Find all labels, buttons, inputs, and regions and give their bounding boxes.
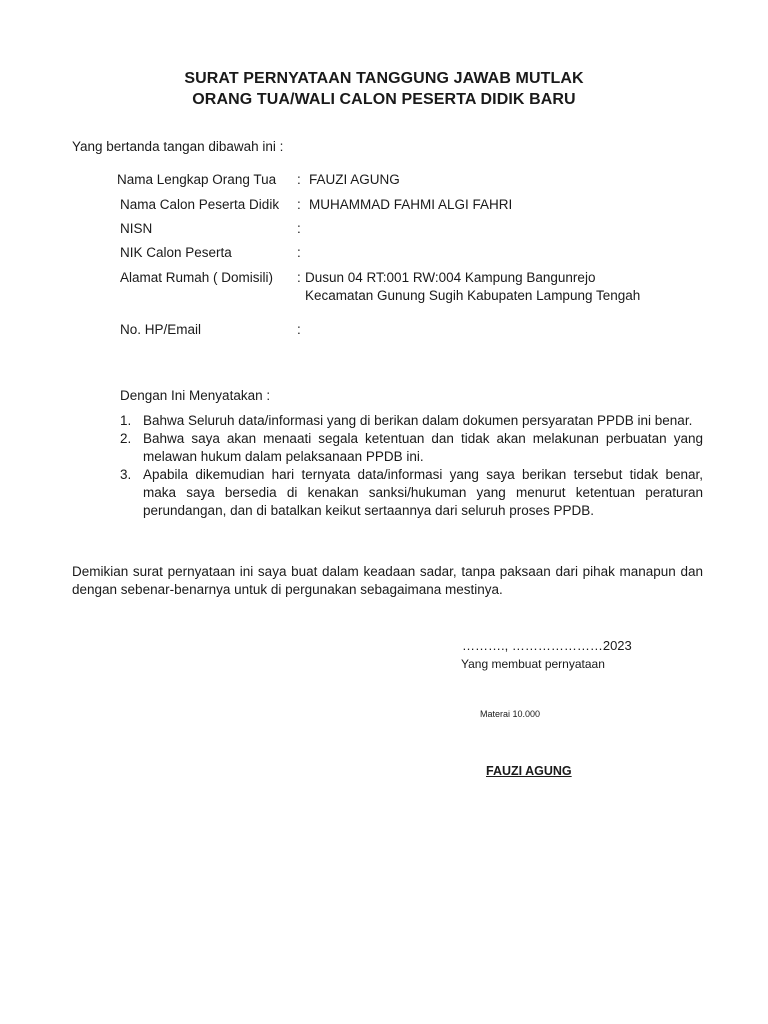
field-value-line1: Dusun 04 RT:001 RW:004 Kampung Bangunrejo bbox=[305, 270, 596, 285]
signer-name: FAUZI AGUNG bbox=[486, 764, 572, 778]
field-label: Nama Calon Peserta Didik bbox=[120, 197, 280, 212]
statement-list bbox=[120, 412, 703, 520]
date-line: ………., …………………2023 bbox=[462, 638, 632, 653]
closing-paragraph: Demikian surat pernyataan ini saya buat dalam keadaan sadar, tanpa paksaan dari pihak manapun dan dengan sebenar-benarnya untuk di pergunakan sebagaimana mestinya. bbox=[72, 564, 703, 597]
field-label: No. HP/Email bbox=[120, 322, 202, 337]
field-colon: : bbox=[297, 172, 301, 187]
statement-text: Bahwa saya akan menaati segala ketentuan dan tidak akan melakunan perbuatan yang melawan hukum dalam pelaksanaan PPDB ini. bbox=[143, 431, 703, 464]
document-title-line1: SURAT PERNYATAAN TANGGUNG JAWAB MUTLAK bbox=[184, 70, 584, 87]
maker-label: Yang membuat pernyataan bbox=[461, 657, 605, 671]
field-colon: : bbox=[297, 270, 301, 285]
field-label: Alamat Rumah ( Domisili) bbox=[120, 270, 274, 285]
field-value: MUHAMMAD FAHMI ALGI FAHRI bbox=[309, 197, 513, 212]
declaration-heading: Dengan Ini Menyatakan : bbox=[120, 388, 271, 403]
statement-item bbox=[120, 412, 703, 430]
statement-number: 1. bbox=[120, 413, 132, 428]
field-value: FAUZI AGUNG bbox=[309, 172, 400, 187]
statement-item bbox=[120, 430, 703, 466]
intro-text: Yang bertanda tangan dibawah ini : bbox=[72, 139, 284, 154]
field-colon: : bbox=[297, 197, 301, 212]
stamp-duty-note: Materai 10.000 bbox=[480, 709, 541, 719]
field-colon: : bbox=[297, 221, 301, 236]
field-colon: : bbox=[297, 322, 301, 337]
statement-text: Bahwa Seluruh data/informasi yang di berikan dalam dokumen persyaratan PPDB ini benar. bbox=[143, 413, 693, 428]
statement-number: 2. bbox=[120, 431, 132, 446]
document-title-line2: ORANG TUA/WALI CALON PESERTA DIDIK BARU bbox=[192, 91, 576, 108]
statement-number: 3. bbox=[120, 467, 132, 482]
field-colon: : bbox=[297, 245, 301, 260]
field-value-line2: Kecamatan Gunung Sugih Kabupaten Lampung Tengah bbox=[305, 288, 641, 303]
statement-item bbox=[120, 466, 703, 520]
field-label: NISN bbox=[120, 221, 153, 236]
field-label: Nama Lengkap Orang Tua bbox=[117, 172, 277, 187]
field-label: NIK Calon Peserta bbox=[120, 245, 232, 260]
statement-text: Apabila dikemudian hari ternyata data/informasi yang saya berikan tersebut tidak benar, maka saya bersedia di kenakan sanksi/hukuman yang menurut ketentuan peraturan perundangan, dan di batalkan keikut sertaannya dari seluruh proses PPDB. bbox=[143, 467, 703, 518]
